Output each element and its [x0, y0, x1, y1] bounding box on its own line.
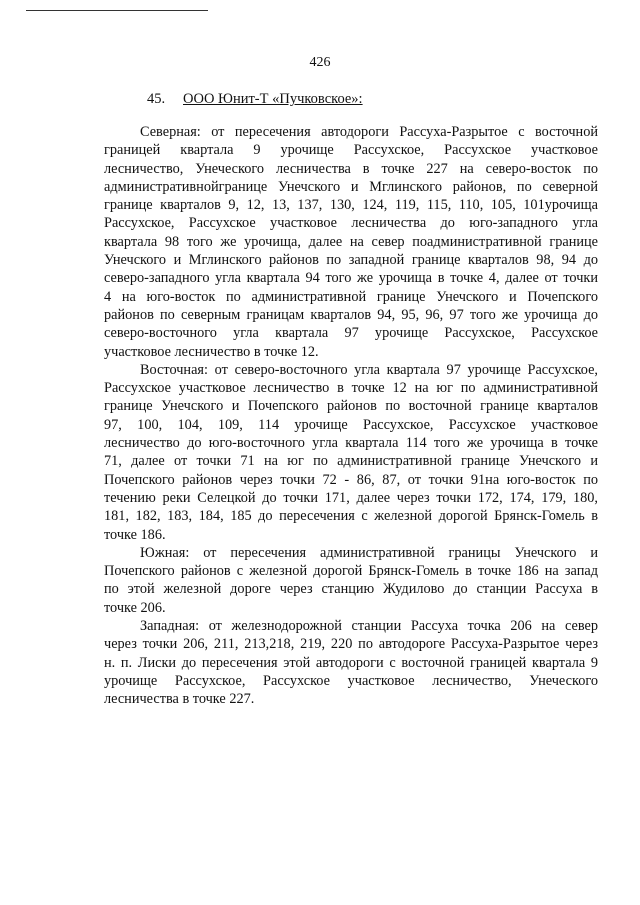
text-line: 181, 182, 183, 184, 185 до пересечения с железной дорогой Брянск-Гомель в [104, 508, 598, 525]
paragraph-west [104, 617, 598, 708]
section-number: 45. [147, 91, 166, 107]
text-line: Западная: от железнодорожной станции Рассуха точка 206 на север [140, 618, 598, 635]
text-line: через точки 206, 211, 213,218, 219, 220 по автодороге Рассуха-Разрытое через [104, 636, 598, 653]
text-line: квартала 98 того же урочища, далее на север поадминистративной границе [104, 233, 598, 250]
text-line: Рассухское, Рассухское участковое лесничества до юго-западного угла [104, 215, 598, 232]
paragraph-south [104, 544, 598, 617]
text-line: урочище Рассухское, Рассухское участковое лесничество, Унеческого [104, 672, 598, 689]
text-line: лесничество до юго-восточного угла квартала 114 того же урочища в точке [104, 435, 598, 452]
text-line: границе кварталов 9, 12, 13, 137, 130, 124, 119, 115, 110, 105, 101урочища [104, 197, 598, 214]
section-title: ООО Юнит-Т «Пучковское»: [183, 91, 363, 107]
section-heading [147, 91, 363, 108]
text-line: 97, 100, 104, 109, 114 урочище Рассухское, Рассухское участковое [104, 416, 598, 433]
text-line: Почепского районов с железной дорогой Брянск-Гомель в точке 186 на запад [104, 563, 598, 580]
text-line: лесничества в точке 227. [104, 691, 255, 708]
text-line: Почепского районов через точки 72 - 86, 87, от точки 91на юго-восток по [104, 471, 598, 488]
text-line: районов по северным границам кварталов 94, 95, 96, 97 того же урочища до [104, 306, 598, 323]
top-rule [26, 10, 208, 11]
text-line: точке 186. [104, 526, 166, 543]
text-line: участковое лесничество в точке 12. [104, 343, 319, 360]
text-line: точке 206. [104, 599, 166, 616]
text-line: Рассухское участковое лесничество в точке 12 на юг по административной [104, 380, 598, 397]
text-line: Южная: от пересечения административной границы Унечского и [140, 544, 598, 561]
text-line: северо-восточного угла квартала 97 урочище Рассухское, Рассухское [104, 325, 598, 342]
text-line: границе Унечского и Почепского районов по восточной границе кварталов [104, 398, 598, 415]
text-line: течению реки Селецкой до точки 171, далее через точки 172, 174, 179, 180, [104, 489, 598, 506]
text-line: н. п. Лиски до пересечения этой автодороги с восточной границей квартала 9 [104, 654, 598, 671]
page-number: 426 [309, 55, 331, 70]
text-line: Северная: от пересечения автодороги Рассуха-Разрытое с восточной [140, 124, 598, 140]
paragraph-north [104, 123, 598, 361]
text-line: границей квартала 9 урочище Рассухское, Рассухское участковое [104, 142, 598, 159]
text-line: по этой железной дороге через станцию Жудилово до станции Рассуха в [104, 581, 598, 598]
paragraph-east [104, 361, 598, 544]
text-line: лесничество, Унеческого лесничества в точке 227 на северо-восток по [104, 160, 598, 177]
text-line: Восточная: от северо-восточного угла квартала 97 урочище Рассухское, [140, 361, 598, 378]
text-line: северо-западного угла квартала 94 того же урочища в точке 4, далее от точки [104, 270, 598, 287]
text-line: Унечского и Мглинского районов по западной границе кварталов 98, 94 до [104, 252, 598, 269]
text-line: 4 на юго-восток по административной границе Унечского и Почепского [104, 288, 598, 305]
document-body [104, 123, 598, 709]
text-line: административнойгранице Унечского и Мглинского районов, по северной [104, 178, 598, 195]
text-line: 71, далее от точки 71 на юг по административной границе Унечского и [104, 453, 598, 470]
